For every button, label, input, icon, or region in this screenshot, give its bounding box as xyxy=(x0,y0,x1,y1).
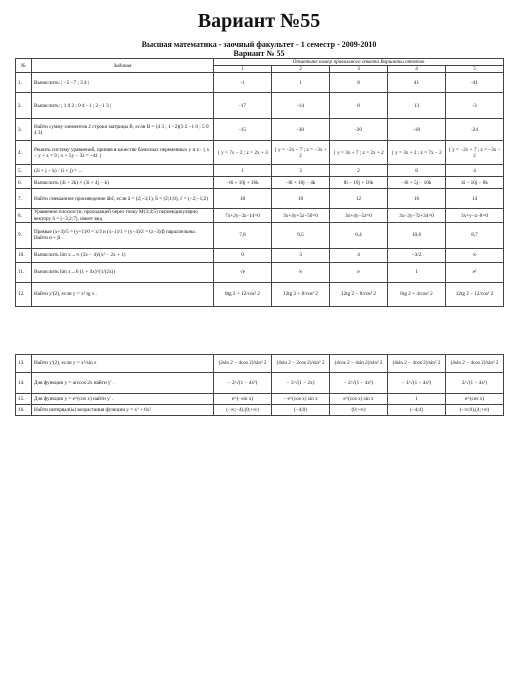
variant-label: Вариант № 55 xyxy=(233,49,285,58)
task-text: Вычислить: | −5 −7 ; 3 4 | xyxy=(32,73,214,93)
answer-number-header: 1 xyxy=(214,66,272,73)
answer-option-3[interactable]: { y = 3x + 7 ; z = 2x + 2 xyxy=(330,141,388,165)
answer-option-1[interactable]: 0 xyxy=(214,248,272,262)
task-text: Решить систему уравнений, приняв в качестве базисных переменных y и z : { x − y + z = 9 ; x + 5y − 3z = −41 } xyxy=(32,141,214,165)
answer-option-2[interactable]: (−4;0) xyxy=(272,405,330,416)
task-number: 16. xyxy=(16,405,32,416)
answer-option-2[interactable]: 10 xyxy=(272,189,330,209)
answer-option-1[interactable]: 8tg 2 + 12/cos² 2 xyxy=(214,282,272,306)
answer-option-4[interactable]: 10,6 xyxy=(388,222,446,248)
task-text: Найти y′(2), если y = x²/sin x xyxy=(32,355,214,373)
task-text: Вычислить: | 1 0 2 ; 0 4 −1 ; 2 −1 3 | xyxy=(32,93,214,119)
task-text: Прямые (x+3)/5 = (y+1)/0 = z/3 и (x−1)/1 = (y−4)/2 = (z−3)/β параллельны. Найти α + β . xyxy=(32,222,214,248)
answer-number-header: 4 xyxy=(388,66,446,73)
answer-number-header: 2 xyxy=(272,66,330,73)
answer-option-5[interactable]: -3 xyxy=(446,93,504,119)
task-text: Для функции y = arccos 2x найти y′ . xyxy=(32,373,214,394)
task-number: 1. xyxy=(16,73,32,93)
task-number: 9. xyxy=(16,222,32,248)
answer-option-1[interactable]: 7,8 xyxy=(214,222,272,248)
answer-option-2[interactable]: 9,5 xyxy=(272,222,330,248)
task-number: 8. xyxy=(16,209,32,222)
answer-option-4[interactable]: (−4;4) xyxy=(388,405,446,416)
table-row xyxy=(16,209,504,222)
answer-option-4[interactable]: { y = 3x + 2 ; z = 7x − 2 xyxy=(388,141,446,165)
task-text: Вычислить lim x→0 (1 + 4x)^(1/(2x)) xyxy=(32,262,214,282)
answer-option-1[interactable]: -17 xyxy=(214,93,272,119)
table-row xyxy=(16,73,504,93)
answer-option-2[interactable]: (4sin 2 − 2cos 2)/sin² 2 xyxy=(272,355,330,373)
table-row xyxy=(16,222,504,248)
answer-option-5[interactable]: 14 xyxy=(446,189,504,209)
answer-option-5[interactable]: 3x+y−z−8=0 xyxy=(446,209,504,222)
answer-option-2[interactable]: 3x+4y+5z−50=0 xyxy=(272,209,330,222)
table-row xyxy=(16,93,504,119)
answer-option-4[interactable]: −8i + 5j − 10k xyxy=(388,177,446,189)
answer-option-4[interactable]: 41 xyxy=(388,73,446,93)
table-row xyxy=(16,394,504,405)
answer-option-2[interactable]: − e^(cos x) sin x xyxy=(272,394,330,405)
task-text: Найти смешанное произведение ābc̄, если ā = (2;−3;1), b̄ = (2;1;0), c̄ = (−2;−1;2) xyxy=(32,189,214,209)
answer-option-4[interactable]: 8 xyxy=(388,165,446,177)
answer-option-5[interactable]: -41 xyxy=(446,73,504,93)
answer-option-5[interactable]: -24 xyxy=(446,119,504,141)
answer-option-3[interactable]: 8i − 10j + 16k xyxy=(330,177,388,189)
task-number: 2. xyxy=(16,93,32,119)
task-text: Для функции y = e^(cos x) найти y′ . xyxy=(32,394,214,405)
table-row xyxy=(16,355,504,373)
answer-option-5[interactable]: e^(cos x) xyxy=(446,394,504,405)
answer-option-3[interactable]: e^(cos x) sin x xyxy=(330,394,388,405)
answer-option-4[interactable]: 1 xyxy=(388,394,446,405)
answer-option-2[interactable]: 12tg 2 + 8/cos² 2 xyxy=(272,282,330,306)
answer-option-3[interactable]: (4cos 2 − 4sin 2)/sin² 2 xyxy=(330,355,388,373)
answer-option-1[interactable]: (−∞;−4),(0;+∞) xyxy=(214,405,272,416)
task-text: (2i + j − k) · (i + j) = ... xyxy=(32,165,214,177)
task-text: Найти y′(2), если y = x² tg x . xyxy=(32,282,214,306)
answer-option-1[interactable]: 1 xyxy=(214,165,272,177)
answer-option-2[interactable]: − 1/√(1 − 2x) xyxy=(272,373,330,394)
answer-option-5[interactable]: 4 xyxy=(446,165,504,177)
answer-option-3[interactable]: 8 xyxy=(330,93,388,119)
answer-option-5[interactable]: 12tg 2 − 12/cos² 2 xyxy=(446,282,504,306)
page-title: Вариант №55 xyxy=(197,10,321,32)
answer-option-1[interactable]: 7x+2y−3z−14=0 xyxy=(214,209,272,222)
task-number: 13. xyxy=(16,355,32,373)
task-number: 7. xyxy=(16,189,32,209)
table-row xyxy=(16,405,504,416)
task-number: 4. xyxy=(16,141,32,165)
answer-option-3[interactable]: -20 xyxy=(330,119,388,141)
task-number: 5. xyxy=(16,165,32,177)
table-row xyxy=(16,165,504,177)
table-row xyxy=(16,373,504,394)
answer-option-3[interactable]: 12 xyxy=(330,189,388,209)
answer-option-4[interactable]: − 1/√(1 − 4x²) xyxy=(388,373,446,394)
answer-option-2[interactable]: 1 xyxy=(272,73,330,93)
task-text: Уравнение плоскости, проходящей через точку M(3;4;5) перпендикулярно вектору n̄ = (−3;2;7), имеет вид xyxy=(32,209,214,222)
answer-option-3[interactable]: 3x+4y−5z=0 xyxy=(330,209,388,222)
answer-option-5[interactable]: 4i − 10j − 8k xyxy=(446,177,504,189)
answer-option-1[interactable]: -15 xyxy=(214,119,272,141)
answer-option-3[interactable]: e xyxy=(330,262,388,282)
answer-option-2[interactable]: ∞ xyxy=(272,262,330,282)
tasks-table xyxy=(15,58,504,307)
col-task-header: Задания xyxy=(32,59,214,73)
answer-option-5[interactable]: ∞ xyxy=(446,248,504,262)
answer-option-3[interactable]: 8 xyxy=(330,73,388,93)
answer-option-2[interactable]: 3 xyxy=(272,248,330,262)
tasks-table-2 xyxy=(15,354,504,416)
answer-option-1[interactable]: (2sin 2 − 4cos 2)/sin² 2 xyxy=(214,355,272,373)
answer-option-4[interactable]: 16 xyxy=(388,189,446,209)
answer-option-3[interactable]: 6,4 xyxy=(330,222,388,248)
col-num-header: № xyxy=(16,59,32,73)
task-text: Найти сумму элементов 2 строки матрицы B, если B = (4 3 ; 1 −2)(3 2 −1 0 ; 5 0 4 3) xyxy=(32,119,214,141)
answer-option-2[interactable]: -30 xyxy=(272,119,330,141)
table-row xyxy=(16,119,504,141)
answer-option-4[interactable]: 6tg 2 + 4/cos² 2 xyxy=(388,282,446,306)
task-text: Найти интервал(ы) возрастания функции y = x³ + 6x² xyxy=(32,405,214,416)
task-number: 6. xyxy=(16,177,32,189)
answer-option-1[interactable]: √e xyxy=(214,262,272,282)
answer-option-2[interactable]: -14 xyxy=(272,93,330,119)
task-number: 11. xyxy=(16,262,32,282)
answer-option-3[interactable]: − 2/√(1 − 4x²) xyxy=(330,373,388,394)
answer-option-1[interactable]: { y = 7x − 2 ; z = 2x + 3 xyxy=(214,141,272,165)
task-number: 3. xyxy=(16,119,32,141)
answer-option-2[interactable]: −8i + 10j − 4k xyxy=(272,177,330,189)
answer-option-4[interactable]: 13 xyxy=(388,93,446,119)
answer-number-header: 3 xyxy=(330,66,388,73)
answer-option-5[interactable]: e² xyxy=(446,262,504,282)
answer-option-5[interactable]: (−∞;0),(4;+∞) xyxy=(446,405,504,416)
table-row xyxy=(16,189,504,209)
task-number: 12. xyxy=(16,282,32,306)
answer-option-1[interactable]: e^(−sin x) xyxy=(214,394,272,405)
answers-caption: Отметьте номер правильного ответа Варианты ответов xyxy=(214,59,504,66)
answer-option-3[interactable]: 2 xyxy=(330,165,388,177)
answer-option-1[interactable]: 18 xyxy=(214,189,272,209)
answer-option-4[interactable]: 3x−2y−7z+34=0 xyxy=(388,209,446,222)
subtitle: Высшая математика - заочный факультет - 1 семестр - 2009-2010 xyxy=(141,40,377,49)
answer-option-5[interactable]: { y = −2x + 7 ; z = −3x − 2 xyxy=(446,141,504,165)
answer-option-2[interactable]: { y = −2x − 7 ; z = −3x + 2 xyxy=(272,141,330,165)
answer-option-4[interactable]: -18 xyxy=(388,119,446,141)
table-row xyxy=(16,282,504,306)
table-row xyxy=(16,248,504,262)
answer-option-2[interactable]: 3 xyxy=(272,165,330,177)
task-number: 10. xyxy=(16,248,32,262)
answer-option-4[interactable]: 1 xyxy=(388,262,446,282)
task-text: Вычислить lim x→∞ (3x − 4)/(x² − 2x + 1) xyxy=(32,248,214,262)
answer-option-5[interactable]: 8,7 xyxy=(446,222,504,248)
task-number: 14. xyxy=(16,373,32,394)
task-text: Вычислить (4i + 2k) × (3i + 4j − k) xyxy=(32,177,214,189)
answer-option-3[interactable]: (0;+∞) xyxy=(330,405,388,416)
answer-option-4[interactable]: −3/2 xyxy=(388,248,446,262)
answer-option-1[interactable]: -1 xyxy=(214,73,272,93)
answer-option-5[interactable]: 2/√(1 − 4x²) xyxy=(446,373,504,394)
answer-option-4[interactable]: (4sin 2 − 4cos 2)/sin² 2 xyxy=(388,355,446,373)
table-row xyxy=(16,262,504,282)
answer-option-5[interactable]: (4sin 2 − 4cos 2)/sin² 2 xyxy=(446,355,504,373)
answer-option-3[interactable]: 4 xyxy=(330,248,388,262)
table-row xyxy=(16,141,504,165)
answer-option-3[interactable]: 12tg 2 − 8/cos² 2 xyxy=(330,282,388,306)
answer-number-header: 5 xyxy=(446,66,504,73)
answer-option-1[interactable]: − 2/√(1 − 4x²) xyxy=(214,373,272,394)
task-number: 15. xyxy=(16,394,32,405)
answer-option-1[interactable]: −8i + 10j + 16k xyxy=(214,177,272,189)
table-row xyxy=(16,177,504,189)
